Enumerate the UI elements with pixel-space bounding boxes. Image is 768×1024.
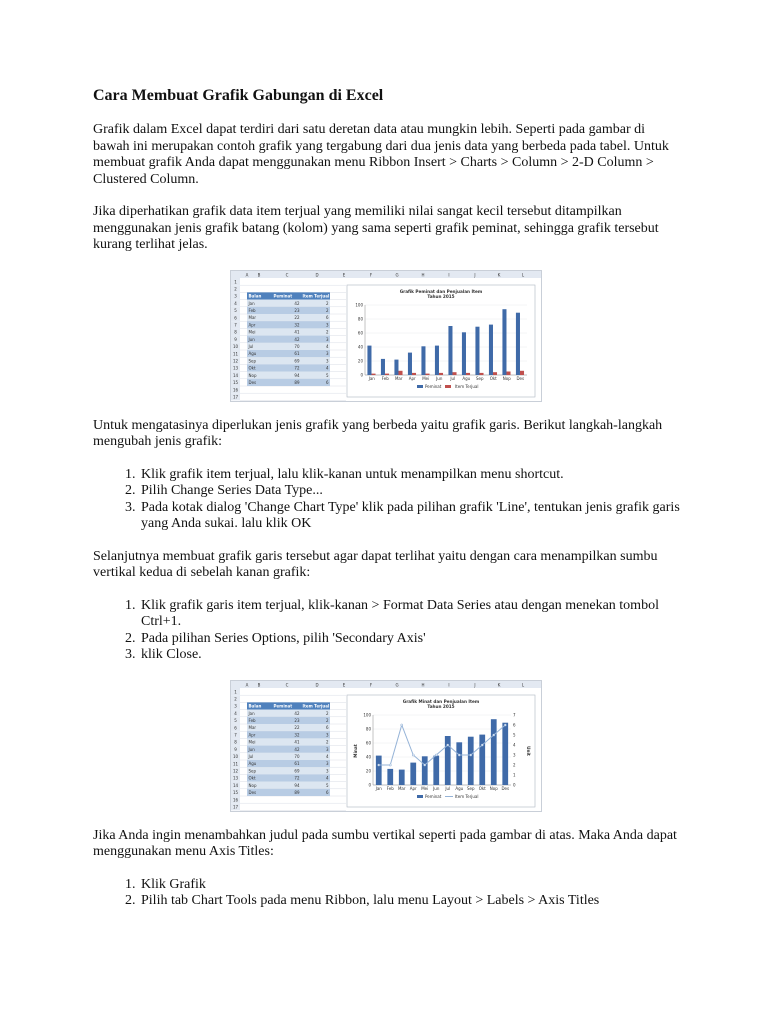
x-tick-label: Feb — [381, 375, 389, 381]
cell-terjual: 5 — [325, 782, 329, 788]
step-item: 1. Klik Grafik — [139, 877, 683, 894]
column-letter: D — [315, 271, 319, 277]
bar-peminat — [456, 742, 462, 785]
cell-peminat: 89 — [294, 789, 300, 795]
row-number: 16 — [232, 796, 239, 802]
cell-month: Agu — [248, 350, 257, 356]
legend-label-peminat: Peminat — [425, 383, 442, 389]
row-number: 10 — [232, 753, 239, 759]
cell-month: Okt — [248, 365, 256, 371]
row-number: 9 — [234, 336, 237, 342]
cell-peminat: 42 — [294, 300, 300, 306]
x-tick-label: Agu — [455, 785, 464, 791]
cell-terjual: 6 — [325, 789, 329, 795]
y2-tick-label: 3 — [513, 751, 516, 757]
bar-peminat — [381, 358, 385, 374]
cell-month: Mar — [248, 314, 257, 320]
bar-peminat — [422, 756, 428, 785]
cell-month: Mei — [248, 329, 256, 335]
bar-item-terjual — [439, 372, 443, 374]
row-number: 7 — [234, 322, 237, 327]
step-item: 2. Pilih tab Chart Tools pada menu Ribbon, lalu menu Layout > Labels > Axis Titles — [139, 893, 683, 910]
chart-subtitle: Tahun 2015 — [427, 293, 455, 299]
cell-month: Apr — [248, 321, 256, 327]
x-tick-label: Mar — [397, 785, 406, 791]
cell-month: Mar — [248, 724, 257, 730]
bar-item-terjual — [398, 370, 402, 374]
y2-tick-label: 4 — [513, 741, 516, 747]
y2-tick-label: 0 — [513, 781, 516, 787]
row-number: 14 — [232, 782, 239, 788]
cell-terjual: 4 — [325, 343, 329, 349]
bar-item-terjual — [452, 372, 456, 375]
step-item: 1. Klik grafik garis item terjual, klik-kanan > Format Data Series atau dengan menekan tombol Ctrl+1. — [139, 598, 683, 631]
chart-title: Grafik Peminat dan Penjualan Item — [399, 288, 483, 294]
row-number: 4 — [234, 710, 237, 716]
column-letter: E — [342, 271, 346, 277]
point-item-terjual — [470, 754, 472, 756]
step-item: 1. Klik grafik item terjual, lalu klik-kanan untuk menampilkan menu shortcut. — [139, 467, 683, 484]
column-header-bar — [231, 271, 541, 278]
x-tick-label: Apr — [409, 785, 417, 791]
cell-month: Jul — [248, 753, 254, 759]
cell-peminat: 42 — [294, 336, 300, 342]
cell-month: Jun — [248, 746, 255, 752]
table-header-label: Item Terjual — [302, 703, 330, 709]
bar-peminat — [433, 755, 439, 784]
legend-label-item-terjual: Item Terjual — [455, 793, 479, 799]
steps-secondary-axis — [93, 598, 683, 664]
bar-peminat — [462, 332, 466, 375]
y2-axis-title: Unit — [526, 745, 531, 756]
column-letter: C — [285, 681, 289, 687]
x-tick-label: Des — [516, 375, 525, 381]
cell-month: Jan — [248, 300, 255, 306]
cell-terjual: 3 — [325, 350, 329, 356]
y-tick-label: 0 — [360, 371, 363, 377]
cell-peminat: 70 — [294, 753, 300, 759]
bar-item-terjual — [412, 372, 416, 374]
bar-peminat — [502, 722, 508, 784]
x-tick-label: Nop — [489, 785, 498, 791]
cell-terjual: 3 — [325, 746, 329, 752]
y2-tick-label: 1 — [513, 771, 516, 777]
paragraph-solution: Untuk mengatasinya diperlukan jenis grafik yang berbeda yaitu grafik garis. Berikut langkah-langkah mengubah jenis grafik: — [93, 417, 663, 449]
point-item-terjual — [504, 724, 506, 726]
y2-tick-label: 6 — [513, 721, 516, 727]
cell-terjual: 2 — [325, 717, 329, 723]
y-tick-label: 40 — [357, 343, 363, 349]
step-item: 2. Pada pilihan Series Options, pilih 'Secondary Axis' — [139, 631, 683, 648]
cell-month: Des — [248, 789, 257, 795]
x-tick-label: Okt — [489, 375, 497, 381]
table-header-label: Item Terjual — [302, 293, 330, 299]
excel-screenshot-combo-chart — [230, 680, 542, 812]
row-number: 10 — [232, 343, 239, 349]
cell-peminat: 70 — [294, 343, 300, 349]
cell-month: Feb — [248, 717, 256, 723]
step-item: 3. Pada kotak dialog 'Change Chart Type' klik pada pilihan grafik 'Line', tentukan jenis grafik garis yang Anda sukai. lalu klik OK — [139, 500, 683, 533]
column-letter: A — [245, 681, 249, 687]
bar-peminat — [376, 755, 382, 784]
bar-item-terjual — [466, 372, 470, 374]
document-page — [93, 86, 683, 926]
row-number: 13 — [232, 775, 239, 781]
bar-item-terjual — [371, 373, 375, 374]
chart-subtitle: Tahun 2015 — [427, 703, 455, 709]
y2-tick-label: 7 — [513, 711, 516, 717]
column-letter: A — [245, 271, 249, 277]
row-number: 6 — [234, 314, 237, 320]
point-item-terjual — [447, 744, 449, 746]
row-number: 2 — [234, 696, 237, 701]
column-letter: F — [369, 271, 373, 277]
y-tick-label: 60 — [365, 739, 371, 745]
column-letter: E — [342, 681, 346, 687]
row-number: 3 — [234, 293, 237, 299]
row-number: 12 — [232, 768, 239, 773]
point-item-terjual — [401, 724, 403, 726]
column-letter: D — [315, 681, 319, 687]
column-letter: B — [257, 271, 261, 277]
column-letter: K — [497, 681, 501, 687]
document-title: Cara Membuat Grafik Gabungan di Excel — [93, 87, 384, 104]
x-tick-label: Apr — [408, 375, 416, 381]
cell-month: Okt — [248, 775, 256, 781]
chart-title: Grafik Minat dan Penjualan Item — [402, 698, 480, 704]
cell-peminat: 61 — [294, 760, 300, 766]
column-letter: I — [448, 681, 450, 687]
legend-label-item-terjual: Item Terjual — [455, 383, 479, 389]
column-letter: B — [257, 681, 261, 687]
cell-terjual: 3 — [325, 321, 329, 327]
cell-terjual: 4 — [325, 365, 329, 371]
cell-terjual: 2 — [325, 300, 329, 306]
excel-screenshot-column-chart — [230, 270, 542, 402]
bar-peminat — [479, 734, 485, 784]
table-header-label: Bulan — [248, 703, 262, 709]
point-item-terjual — [435, 754, 437, 756]
cell-peminat: 69 — [294, 357, 300, 363]
cell-peminat: 69 — [294, 767, 300, 773]
cell-month: Nop — [248, 372, 257, 378]
y-tick-label: 0 — [368, 781, 371, 787]
cell-peminat: 61 — [294, 350, 300, 356]
bar-peminat — [491, 719, 497, 785]
step-item: 3. klik Close. — [139, 647, 683, 664]
row-number: 8 — [234, 329, 237, 335]
column-header-bar — [231, 681, 541, 688]
row-number: 15 — [232, 789, 239, 795]
cell-terjual: 4 — [325, 775, 329, 781]
point-item-terjual — [389, 764, 391, 766]
cell-month: Sep — [248, 767, 257, 773]
bar-item-terjual — [506, 371, 510, 375]
legend-swatch-item-terjual — [445, 385, 451, 388]
x-tick-label: Jun — [436, 375, 443, 381]
x-tick-label: Okt — [478, 785, 486, 791]
column-letter: L — [521, 681, 525, 687]
row-number: 17 — [232, 804, 239, 809]
point-item-terjual — [481, 744, 483, 746]
cell-terjual: 2 — [325, 739, 329, 745]
cell-terjual: 3 — [325, 357, 329, 363]
cell-month: Feb — [248, 307, 256, 313]
cell-month: Agu — [248, 760, 257, 766]
x-tick-label: Feb — [386, 785, 394, 791]
bar-peminat — [421, 346, 425, 375]
cell-month: Jan — [248, 710, 255, 716]
row-number: 12 — [232, 358, 239, 363]
column-letter: G — [395, 681, 399, 687]
cell-terjual: 3 — [325, 731, 329, 737]
bar-peminat — [387, 768, 393, 784]
x-tick-label: Jan — [375, 785, 382, 791]
paragraph-secondary-axis: Selanjutnya membuat grafik garis tersebut agar dapat terlihat yaitu dengan cara menampilkan sumbu vertikal kedua di sebelah kanan grafik: — [93, 548, 658, 580]
cell-terjual: 6 — [325, 724, 329, 730]
bar-item-terjual — [425, 373, 429, 374]
row-number: 16 — [232, 386, 239, 392]
bar-peminat — [516, 312, 520, 374]
bar-peminat — [367, 345, 371, 374]
bar-peminat — [394, 359, 398, 374]
bar-peminat — [435, 345, 439, 374]
column-letter: J — [474, 681, 476, 687]
cell-peminat: 23 — [294, 717, 300, 723]
cell-terjual: 5 — [325, 372, 329, 378]
row-number: 4 — [234, 300, 237, 306]
y2-tick-label: 2 — [513, 761, 516, 767]
cell-month: Jun — [248, 336, 255, 342]
column-letter: I — [448, 271, 450, 277]
cell-terjual: 3 — [325, 767, 329, 773]
cell-peminat: 72 — [294, 775, 300, 781]
row-number: 5 — [234, 307, 237, 313]
cell-peminat: 42 — [294, 746, 300, 752]
cell-peminat: 32 — [294, 731, 300, 737]
cell-peminat: 23 — [294, 307, 300, 313]
cell-peminat: 32 — [294, 321, 300, 327]
y2-tick-label: 5 — [513, 731, 516, 737]
cell-month: Sep — [248, 357, 257, 363]
row-number: 11 — [232, 350, 239, 356]
column-letter: C — [285, 271, 289, 277]
x-tick-label: Jul — [450, 375, 456, 381]
x-tick-label: Des — [501, 785, 510, 791]
cell-month: Jul — [248, 343, 254, 349]
legend-swatch-peminat — [417, 385, 423, 388]
cell-month: Nop — [248, 782, 257, 788]
cell-peminat: 94 — [294, 372, 300, 378]
bar-peminat — [445, 736, 451, 785]
paragraph-observation: Jika diperhatikan grafik data item terjual yang memiliki nilai sangat kecil tersebut ditampilkan menggunakan jenis grafik batang (kolom) yang sama seperti grafik peminat, sehingga grafik tersebut kurang terlihat jelas. — [93, 204, 659, 252]
bar-item-terjual — [479, 372, 483, 374]
row-number: 6 — [234, 724, 237, 730]
cell-peminat: 72 — [294, 365, 300, 371]
cell-terjual: 2 — [325, 329, 329, 335]
y-tick-label: 60 — [357, 329, 363, 335]
cell-month: Mei — [248, 739, 256, 745]
cell-terjual: 2 — [325, 307, 329, 313]
table-header-label: Peminat — [273, 293, 293, 299]
column-letter: H — [421, 271, 425, 277]
cell-terjual: 2 — [325, 710, 329, 716]
cell-month: Des — [248, 379, 257, 385]
column-letter: J — [474, 271, 476, 277]
y-tick-label: 80 — [357, 315, 363, 321]
bar-peminat — [502, 309, 506, 375]
bar-item-terjual — [493, 372, 497, 375]
column-letter: H — [421, 681, 425, 687]
x-tick-label: Sep — [466, 785, 475, 791]
x-tick-label: Jun — [433, 785, 440, 791]
bar-peminat — [408, 352, 412, 374]
point-item-terjual — [412, 754, 414, 756]
paragraph-intro: Grafik dalam Excel dapat terdiri dari satu deretan data atau mungkin lebih. Seperti pada gambar di bawah ini merupakan contoh grafik yang tergabung dari dua jenis data yang berbeda pada tabel. Untuk membuat grafik Anda dapat menggunakan menu Ribbon Insert > Charts > Column > 2-D Column > Clustered Column. — [93, 122, 669, 187]
bar-peminat — [448, 326, 452, 375]
row-number: 3 — [234, 703, 237, 709]
row-number: 5 — [234, 717, 237, 723]
point-item-terjual — [424, 764, 426, 766]
point-item-terjual — [458, 754, 460, 756]
row-number: 17 — [232, 394, 239, 399]
bar-item-terjual — [520, 370, 524, 374]
cell-peminat: 22 — [294, 314, 300, 320]
row-number: 11 — [232, 760, 239, 766]
cell-peminat: 42 — [294, 710, 300, 716]
column-letter: G — [395, 271, 399, 277]
cell-terjual: 4 — [325, 753, 329, 759]
x-tick-label: Jan — [368, 375, 375, 381]
row-number: 1 — [234, 278, 237, 284]
cell-terjual: 3 — [325, 336, 329, 342]
legend-swatch-peminat — [417, 795, 423, 798]
point-item-terjual — [378, 764, 380, 766]
column-letter: K — [497, 271, 501, 277]
cell-terjual: 6 — [325, 314, 329, 320]
row-number: 13 — [232, 365, 239, 371]
cell-peminat: 22 — [294, 724, 300, 730]
paragraph-axis-titles: Jika Anda ingin menambahkan judul pada sumbu vertikal seperti pada gambar di atas. Maka Anda dapat menggunakan menu Axis Titles: — [93, 827, 677, 859]
bar-peminat — [489, 324, 493, 374]
x-tick-label: Sep — [475, 375, 484, 381]
bar-peminat — [410, 762, 416, 784]
row-number: 15 — [232, 379, 239, 385]
x-tick-label: Nop — [502, 375, 511, 381]
bar-peminat — [399, 769, 405, 784]
steps-change-chart-type — [93, 467, 683, 533]
column-letter: L — [521, 271, 525, 277]
steps-axis-titles — [93, 877, 683, 910]
y-tick-label: 100 — [355, 301, 363, 307]
cell-peminat: 94 — [294, 782, 300, 788]
bar-peminat — [468, 736, 474, 784]
bar-peminat — [475, 326, 479, 374]
point-item-terjual — [493, 734, 495, 736]
step-item: 2. Pilih Change Series Data Type... — [139, 483, 683, 500]
cell-terjual: 6 — [325, 379, 329, 385]
row-number: 2 — [234, 286, 237, 291]
table-header-label: Bulan — [248, 293, 262, 299]
y-tick-label: 20 — [365, 767, 371, 773]
row-number: 14 — [232, 372, 239, 378]
x-tick-label: Mei — [422, 375, 430, 381]
table-header-label: Peminat — [273, 703, 293, 709]
y-tick-label: 100 — [363, 711, 371, 717]
y-tick-label: 80 — [365, 725, 371, 731]
x-tick-label: Mei — [421, 785, 429, 791]
row-number: 1 — [234, 688, 237, 694]
x-tick-label: Agu — [462, 375, 471, 381]
cell-peminat: 41 — [294, 329, 300, 335]
cell-peminat: 89 — [294, 379, 300, 385]
bar-item-terjual — [385, 373, 389, 374]
legend-label-peminat: Peminat — [425, 793, 442, 799]
y-tick-label: 40 — [365, 753, 371, 759]
row-number: 9 — [234, 746, 237, 752]
x-tick-label: Jul — [445, 785, 451, 791]
column-letter: F — [369, 681, 373, 687]
row-number: 8 — [234, 739, 237, 745]
cell-peminat: 41 — [294, 739, 300, 745]
y-axis-title: Minat — [353, 743, 358, 758]
y-tick-label: 20 — [357, 357, 363, 363]
x-tick-label: Mar — [394, 375, 403, 381]
cell-terjual: 3 — [325, 760, 329, 766]
row-number: 7 — [234, 732, 237, 737]
cell-month: Apr — [248, 731, 256, 737]
